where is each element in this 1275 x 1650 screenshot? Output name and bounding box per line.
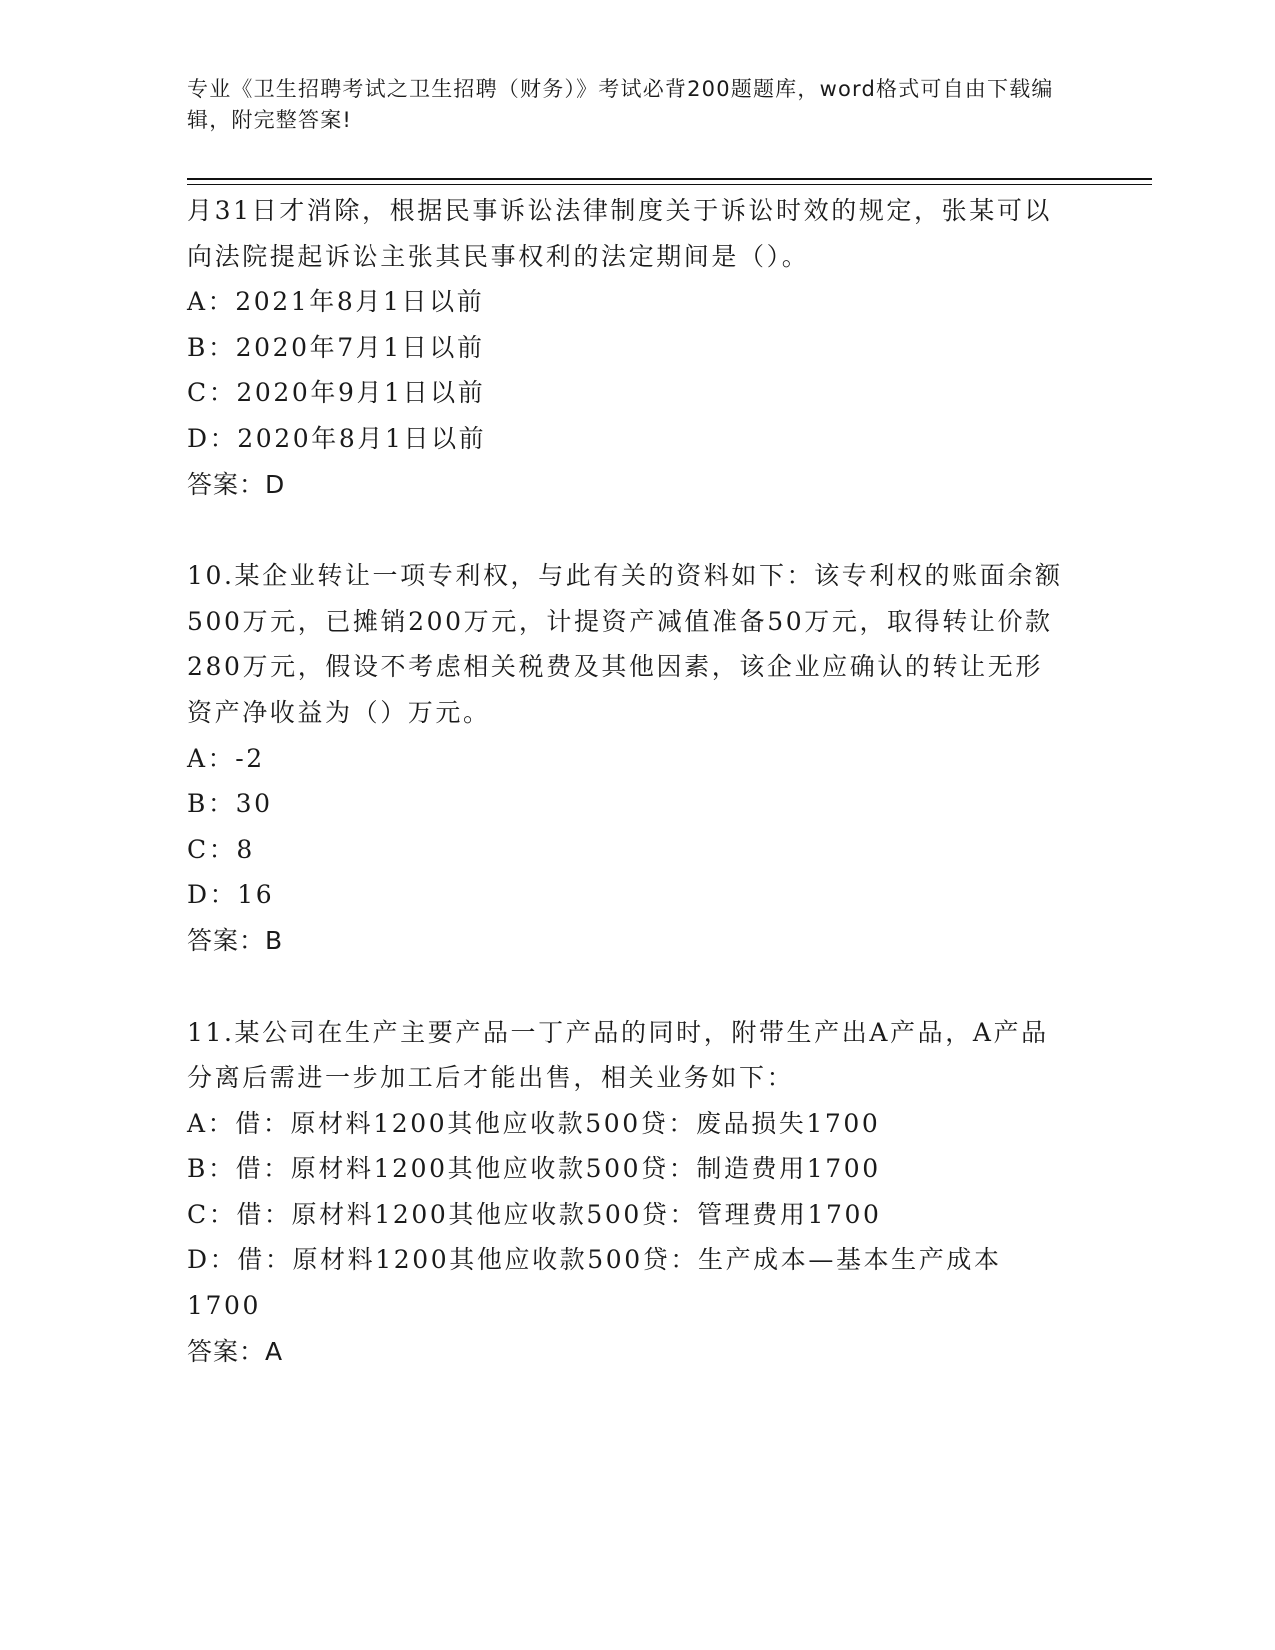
question-text: 月31日才消除，根据民事诉讼法律制度关于诉讼时效的规定，张某可以向法院提起诉讼主张其民事权利的法定期间是（）。 [187, 196, 1053, 271]
option-a: A：借：原材料1200其他应收款500贷：废品损失1700 [187, 1108, 881, 1138]
option-a: A：2021年8月1日以前 [187, 287, 485, 317]
question-text: 10.某企业转让一项专利权，与此有关的资料如下：该专利权的账面余额500万元，已摊销200万元，计提资产减值准备50万元，取得转让价款280万元，假设不考虑相关税费及其他因素，该企业应确认的转让无形资产净收益为（）万元。 [187, 561, 1063, 727]
option-d: D：借：原材料1200其他应收款500贷：生产成本—基本生产成本1700 [187, 1245, 1002, 1321]
question-block-9 [187, 188, 1067, 507]
option-d: D：16 [187, 880, 275, 910]
page-header: 专业《卫生招聘考试之卫生招聘（财务）》考试必背200题题库，word格式可自由下载编辑，附完整答案! [187, 77, 1054, 132]
option-d: D：2020年8月1日以前 [187, 423, 487, 453]
option-b: B：30 [187, 789, 273, 819]
option-c: C：借：原材料1200其他应收款500贷：管理费用1700 [187, 1199, 882, 1229]
option-b: B：借：原材料1200其他应收款500贷：制造费用1700 [187, 1154, 881, 1184]
document-body [187, 188, 1067, 1374]
question-text: 11.某公司在生产主要产品一丁产品的同时，附带生产出A产品，A产品分离后需进一步加工后才能出售，相关业务如下： [187, 1017, 1049, 1093]
question-block-11 [187, 1010, 1067, 1375]
option-c: C：8 [187, 834, 255, 864]
question-block-10 [187, 553, 1067, 963]
option-b: B：2020年7月1日以前 [187, 332, 485, 362]
answer-line: 答案：D [187, 469, 286, 499]
spacer [187, 507, 1067, 553]
answer-line: 答案：B [187, 925, 284, 955]
header-divider-thick [187, 178, 1152, 180]
answer-line: 答案：A [187, 1336, 284, 1366]
option-c: C：2020年9月1日以前 [187, 378, 486, 408]
header-divider-thin [187, 184, 1152, 185]
option-a: A：-2 [187, 743, 265, 773]
spacer [187, 964, 1067, 1010]
